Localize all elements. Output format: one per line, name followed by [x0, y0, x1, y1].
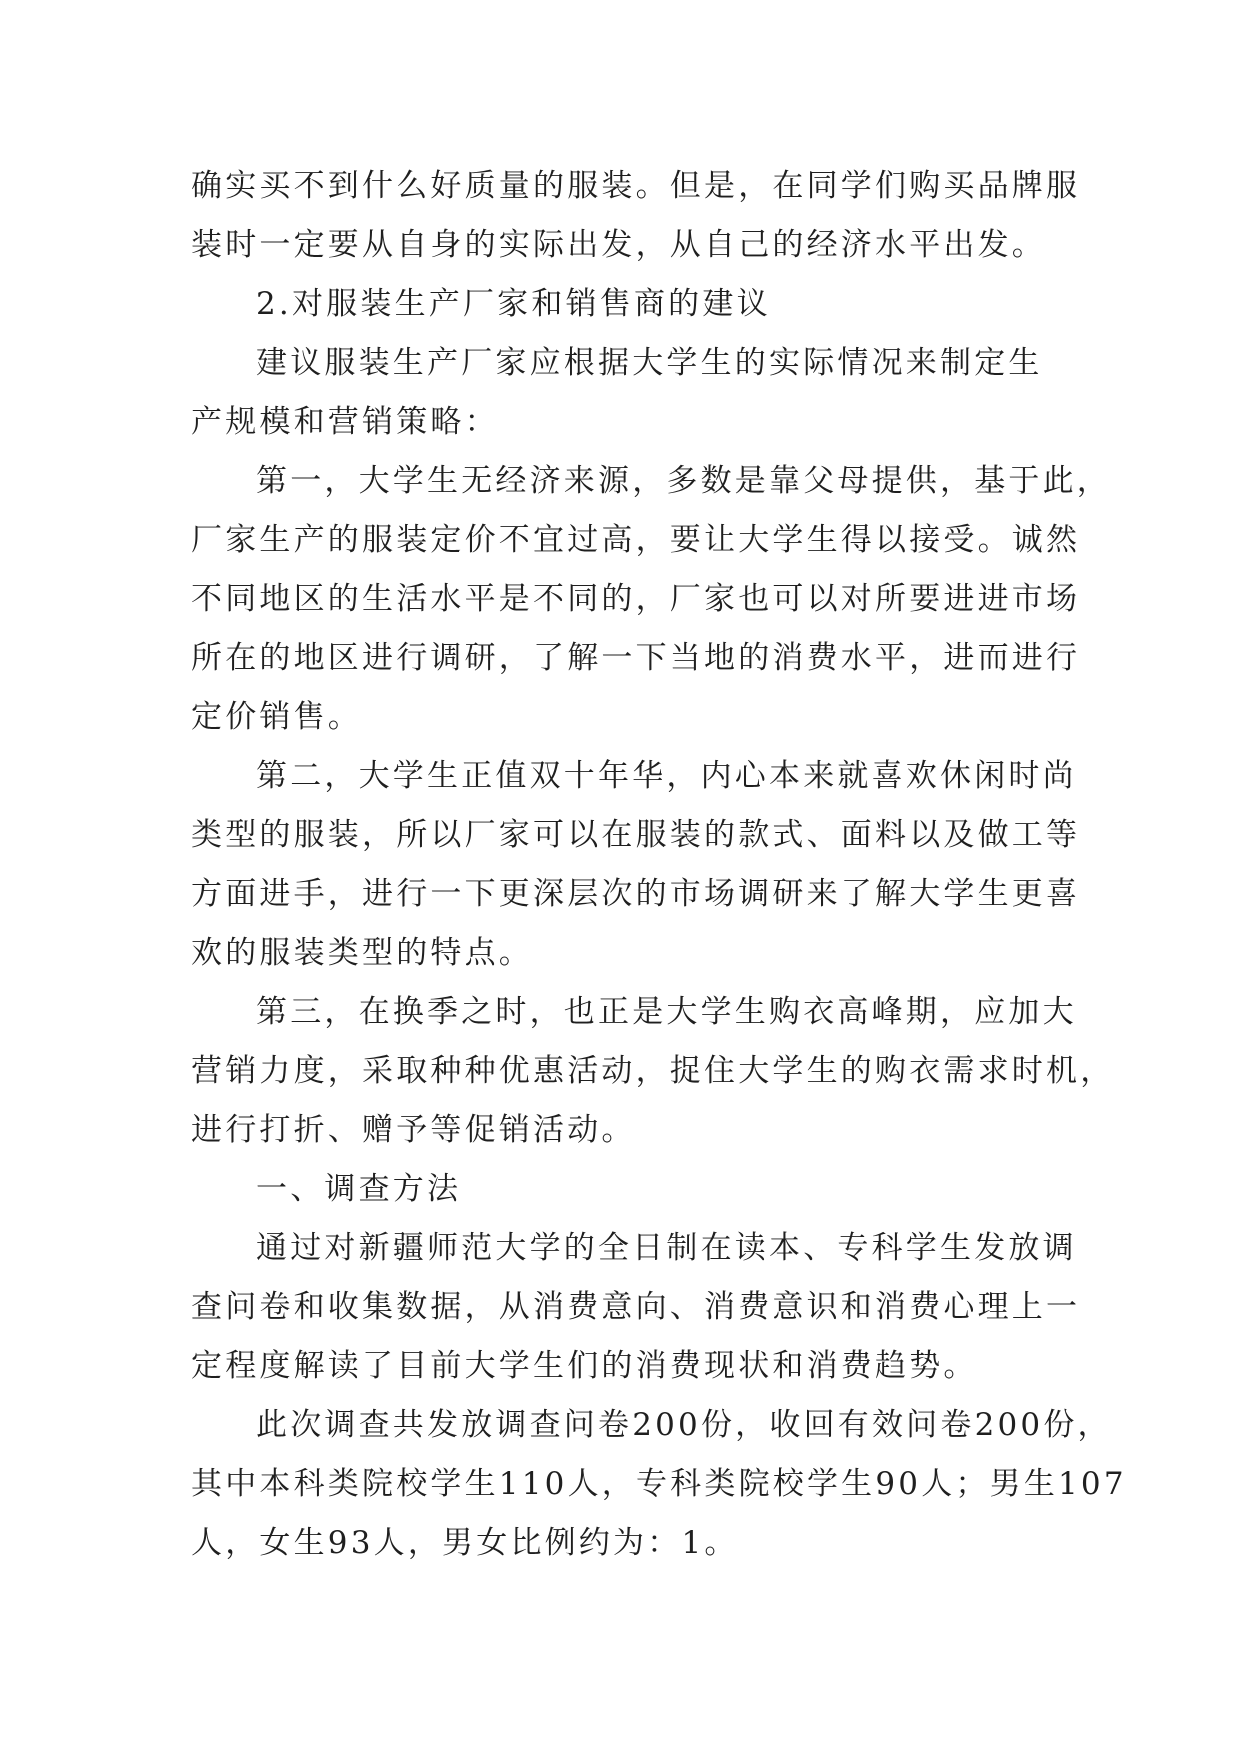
text-line: 类型的服装，所以厂家可以在服装的款式、面料以及做工等 — [191, 817, 1081, 853]
section-heading: 一、调查方法 — [256, 1171, 462, 1207]
text-line: 确实买不到什么好质量的服装。但是，在同学们购买品牌服 — [191, 168, 1081, 204]
text-line: 欢的服装类型的特点。 — [191, 935, 533, 971]
text-line: 第一，大学生无经济来源，多数是靠父母提供，基于此， — [256, 463, 1111, 499]
section-heading: 2.对服装生产厂家和销售商的建议 — [256, 286, 771, 322]
text-line: 装时一定要从自身的实际出发，从自己的经济水平出发。 — [191, 227, 1046, 263]
text-line: 人，女生93人，男女比例约为：1。 — [191, 1525, 739, 1561]
text-line: 定程度解读了目前大学生们的消费现状和消费趋势。 — [191, 1348, 978, 1384]
text-line: 其中本科类院校学生110人，专科类院校学生90人；男生107 — [191, 1466, 1127, 1502]
text-line: 此次调查共发放调查问卷200份，收回有效问卷200份， — [256, 1407, 1112, 1443]
text-line: 方面进手，进行一下更深层次的市场调研来了解大学生更喜 — [191, 876, 1081, 912]
text-line: 定价销售。 — [191, 699, 362, 735]
text-line: 建议服装生产厂家应根据大学生的实际情况来制定生 — [256, 345, 1043, 381]
text-line: 所在的地区进行调研，了解一下当地的消费水平，进而进行 — [191, 640, 1081, 676]
text-line: 查问卷和收集数据，从消费意向、消费意识和消费心理上一 — [191, 1289, 1081, 1325]
body-text — [191, 157, 1127, 1573]
text-line: 产规模和营销策略： — [191, 404, 499, 440]
text-line: 进行打折、赠予等促销活动。 — [191, 1112, 636, 1148]
text-line: 第三，在换季之时，也正是大学生购衣高峰期，应加大 — [256, 994, 1077, 1030]
text-line: 营销力度，采取种种优惠活动，捉住大学生的购衣需求时机， — [191, 1053, 1115, 1089]
text-line: 不同地区的生活水平是不同的，厂家也可以对所要进进市场 — [191, 581, 1081, 617]
text-line: 第二，大学生正值双十年华，内心本来就喜欢休闲时尚 — [256, 758, 1077, 794]
text-line: 通过对新疆师范大学的全日制在读本、专科学生发放调 — [256, 1230, 1077, 1266]
text-line: 厂家生产的服装定价不宜过高，要让大学生得以接受。诚然 — [191, 522, 1081, 558]
